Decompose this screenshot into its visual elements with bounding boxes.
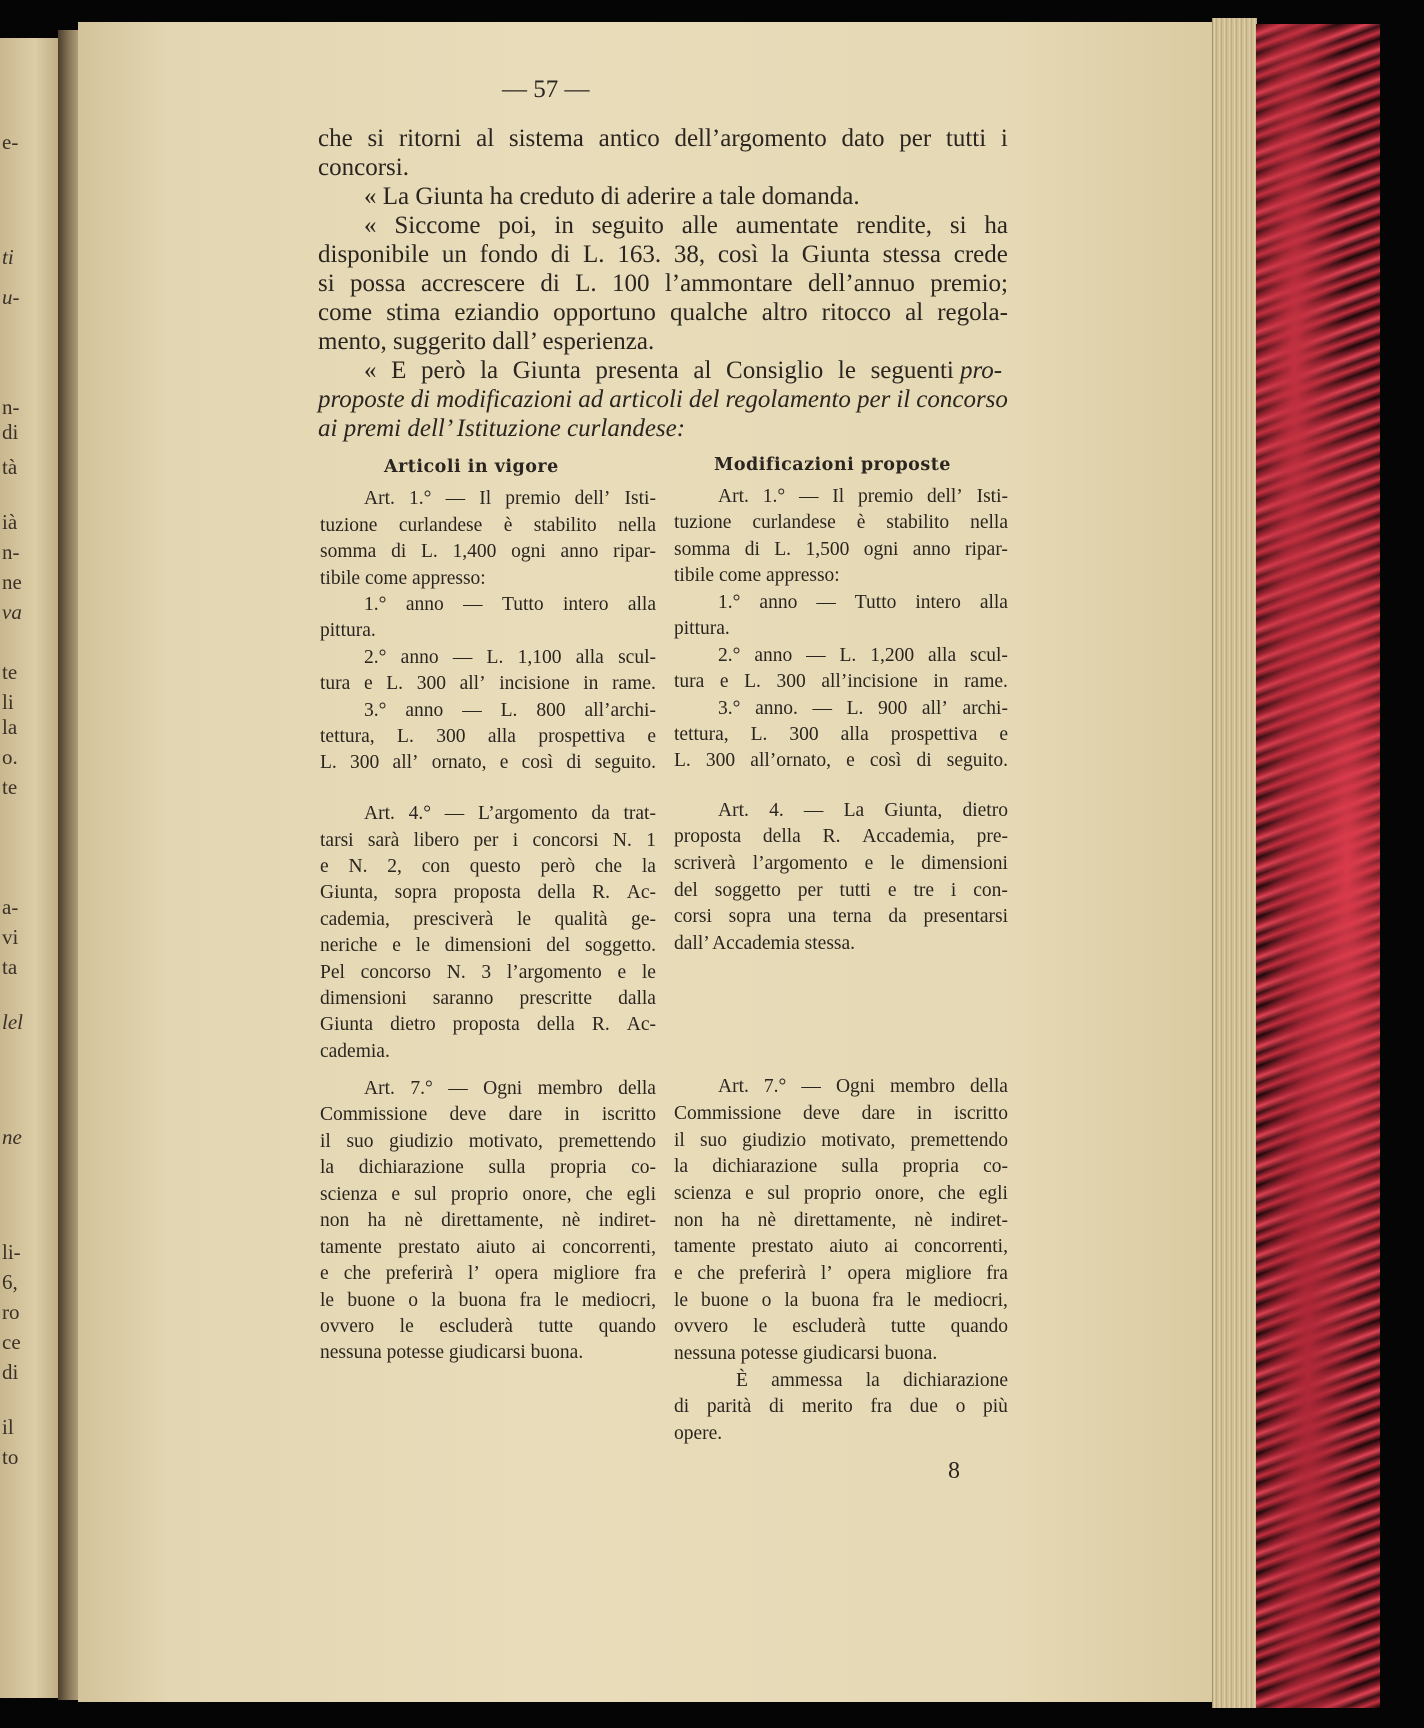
- signature-number: 8: [948, 1458, 960, 1484]
- left-page-fragment: vi: [2, 925, 19, 949]
- body-line: ai premi dell’ Istituzione curlandese:: [318, 415, 686, 442]
- right-column-line: proposta della R. Accademia, pre-: [674, 826, 1008, 847]
- right-column-line: Art. 7.° — Ogni membro della: [718, 1076, 1008, 1097]
- right-column-line: non ha nè direttamente, nè indiret-: [674, 1210, 1008, 1231]
- body-line: proposte di modificazioni ad articoli del regolamento per il concorso: [318, 386, 1008, 413]
- left-page-fragment: n-: [2, 540, 20, 564]
- left-page-fragment: la: [2, 715, 18, 739]
- left-page-fragment: a-: [2, 895, 19, 919]
- right-column-line: tamente prestato aiuto ai concorrenti,: [674, 1236, 1008, 1257]
- right-column-line: la dichiarazione sulla propria co-: [674, 1156, 1008, 1177]
- left-column-line: cademia.: [320, 1041, 390, 1062]
- left-page-fragment: li: [2, 690, 14, 714]
- right-column-line: ovvero le escluderà tutte quando: [674, 1316, 1008, 1337]
- left-page-fragment: tà: [2, 455, 18, 479]
- right-column-line: corsi sopra una terna da presentarsi: [674, 906, 1008, 927]
- left-page-fragment: lel: [2, 1010, 23, 1034]
- right-column-line: Art. 1.° — Il premio dell’ Isti-: [718, 486, 1008, 507]
- body-line: che si ritorni al sistema antico dell’argomento dato per tutti i: [318, 125, 1008, 152]
- left-column-line: il suo giudizio motivato, premettendo: [320, 1131, 656, 1152]
- left-page-fragment: di: [2, 1360, 19, 1384]
- page-number: — 57 —: [502, 76, 590, 103]
- right-column-line: nessuna potesse giudicarsi buona.: [674, 1343, 938, 1364]
- background-edge: [1380, 20, 1424, 1710]
- right-column-line: il suo giudizio motivato, premettendo: [674, 1130, 1008, 1151]
- right-column-line: tura e L. 300 all’incisione in rame.: [674, 671, 1008, 692]
- right-column-line: pittura.: [674, 618, 730, 639]
- body-line: si possa accrescere di L. 100 l’ammontare dell’annuo premio;: [318, 270, 1008, 297]
- right-column-line: di parità di merito fra due o più: [674, 1396, 1008, 1417]
- left-column-line: Giunta, sopra proposta della R. Ac-: [320, 882, 656, 903]
- left-column-line: pittura.: [320, 620, 376, 641]
- body-line: « La Giunta ha creduto di aderire a tale domanda.: [364, 183, 860, 210]
- left-column-line: tura e L. 300 all’ incisione in rame.: [320, 673, 656, 694]
- body-line: « E però la Giunta presenta al Consiglio le seguenti: [364, 357, 954, 384]
- body-line: concorsi.: [318, 154, 409, 181]
- left-page-fragment: il: [2, 1415, 14, 1439]
- left-column-line: dimensioni saranno prescritte dalla: [320, 988, 656, 1009]
- right-column-line: tibile come appresso:: [674, 565, 840, 586]
- left-page-fragment: to: [2, 1445, 19, 1469]
- left-column-line: tarsi sarà libero per i concorsi N. 1: [320, 830, 656, 851]
- left-column-line: tibile come appresso:: [320, 568, 486, 589]
- right-column-line: le buone o la buona fra le mediocri,: [674, 1290, 1008, 1311]
- right-column-line: del soggetto per tutti e tre i con-: [674, 880, 1008, 901]
- left-page-fragment: di: [2, 420, 19, 444]
- left-page-fragment: li-: [2, 1240, 21, 1264]
- left-page-fragment: ti: [2, 245, 14, 269]
- right-column-line: opere.: [674, 1423, 723, 1444]
- left-page-fragment: u-: [2, 285, 20, 309]
- left-page-fragment: te: [2, 660, 18, 684]
- left-column-line: tettura, L. 300 alla prospettiva e: [320, 726, 656, 747]
- left-page-fragment: ce: [2, 1330, 21, 1354]
- right-column-line: 3.° anno. — L. 900 all’ archi-: [718, 698, 1008, 719]
- left-column-line: cademia, presciverà le qualità ge-: [320, 909, 656, 930]
- right-column-heading: Modificazioni proposte: [714, 455, 951, 475]
- left-column-line: Giunta dietro proposta della R. Ac-: [320, 1014, 656, 1035]
- left-page-fragment: ro: [2, 1300, 20, 1324]
- right-column-line: Art. 4. — La Giunta, dietro: [718, 800, 1008, 821]
- left-column-line: neriche e le dimensioni del soggetto.: [320, 935, 656, 956]
- left-page-fragment: ne: [2, 1125, 22, 1149]
- body-line: mento, suggerito dall’ esperienza.: [318, 328, 655, 355]
- left-page-fragment: ne: [2, 570, 22, 594]
- left-column-line: Art. 4.° — L’argomento da trat-: [364, 803, 656, 824]
- left-column-line: tamente prestato aiuto ai concorrenti,: [320, 1237, 656, 1258]
- left-page-fragment: 6,: [2, 1270, 18, 1294]
- left-page-fragment: te: [2, 775, 18, 799]
- left-page-fragment: ià: [2, 510, 18, 534]
- left-column-line: Pel concorso N. 3 l’argomento e le: [320, 962, 656, 983]
- left-column-line: 1.° anno — Tutto intero alla: [364, 594, 656, 615]
- right-column-line: 2.° anno — L. 1,200 alla scul-: [718, 645, 1008, 666]
- right-column-line: È ammessa la dichiarazione: [736, 1370, 1008, 1391]
- right-column-line: tuzione curlandese è stabilito nella: [674, 512, 1008, 533]
- left-column-line: Commissione deve dare in iscritto: [320, 1104, 656, 1125]
- left-column-heading: Articoli in vigore: [384, 457, 559, 477]
- left-column-line: tuzione curlandese è stabilito nella: [320, 515, 656, 536]
- body-line-italic-continuation: pro-: [960, 357, 1003, 384]
- right-column-line: somma di L. 1,500 ogni anno ripar-: [674, 539, 1008, 560]
- left-page-fragment: o.: [2, 745, 18, 769]
- left-page-fragment: ta: [2, 955, 18, 979]
- right-column-line: dall’ Accademia stessa.: [674, 933, 856, 954]
- page-block-edges: [1212, 18, 1257, 1708]
- body-line: come stima eziandio opportuno qualche altro ritocco al regola-: [318, 299, 1008, 326]
- left-column-line: ovvero le escluderà tutte quando: [320, 1316, 656, 1337]
- left-column-line: scienza e sul proprio onore, che egli: [320, 1184, 656, 1205]
- right-column-line: e che preferirà l’ opera migliore fra: [674, 1263, 1008, 1284]
- left-column-line: e che preferirà l’ opera migliore fra: [320, 1263, 656, 1284]
- left-column-line: non ha nè direttamente, nè indiret-: [320, 1210, 656, 1231]
- right-column-line: Commissione deve dare in iscritto: [674, 1103, 1008, 1124]
- left-page-fragment: e-: [2, 130, 19, 154]
- left-column-line: Art. 1.° — Il premio dell’ Isti-: [364, 488, 656, 509]
- left-page-fragment: n-: [2, 395, 20, 419]
- body-line: disponibile un fondo di L. 163. 38, così la Giunta stessa crede: [318, 241, 1008, 268]
- right-column-line: L. 300 all’ornato, e così di seguito.: [674, 750, 1008, 771]
- left-column-line: le buone o la buona fra le mediocri,: [320, 1290, 656, 1311]
- body-line: « Siccome poi, in seguito alle aumentate rendite, si ha: [364, 212, 1008, 239]
- left-page-sliver: [0, 38, 64, 1698]
- left-column-line: 2.° anno — L. 1,100 alla scul-: [364, 647, 656, 668]
- left-column-line: e N. 2, con questo però che la: [320, 856, 656, 877]
- left-column-line: Art. 7.° — Ogni membro della: [364, 1078, 656, 1099]
- right-column-line: 1.° anno — Tutto intero alla: [718, 592, 1008, 613]
- left-page-fragment: va: [2, 600, 22, 624]
- right-column-line: scriverà l’argomento e le dimensioni: [674, 853, 1008, 874]
- right-column-line: scienza e sul proprio onore, che egli: [674, 1183, 1008, 1204]
- marbled-cover: [1256, 24, 1386, 1708]
- right-column-line: tettura, L. 300 alla prospettiva e: [674, 724, 1008, 745]
- left-column-line: somma di L. 1,400 ogni anno ripar-: [320, 541, 656, 562]
- left-column-line: nessuna potesse giudicarsi buona.: [320, 1342, 584, 1363]
- left-column-line: 3.° anno — L. 800 all’archi-: [364, 700, 656, 721]
- left-column-line: la dichiarazione sulla propria co-: [320, 1157, 656, 1178]
- left-column-line: L. 300 all’ ornato, e così di seguito.: [320, 752, 656, 773]
